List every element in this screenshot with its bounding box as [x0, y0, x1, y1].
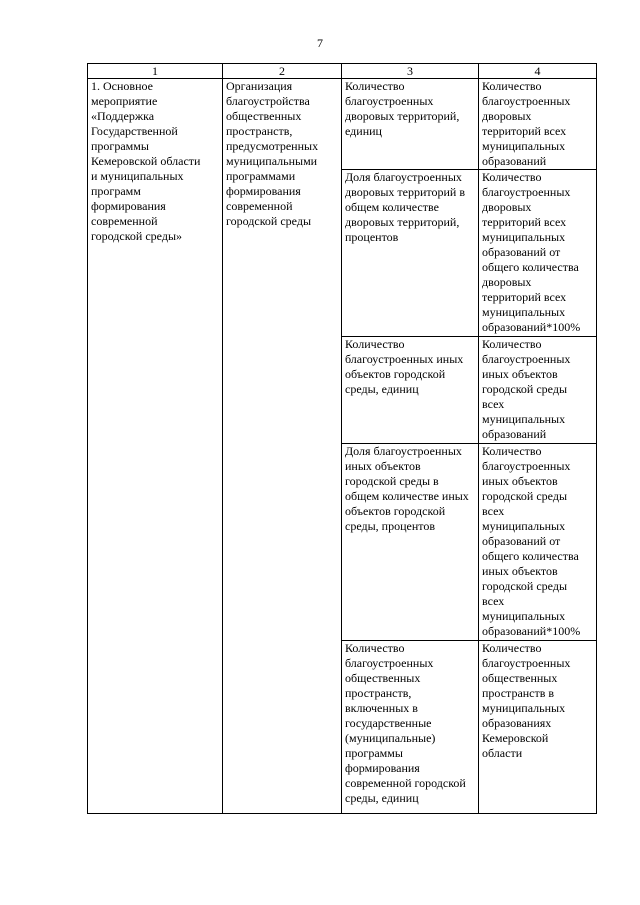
- indicator-text: Количество благоустроенных иных объектов городской среды, единиц: [345, 337, 464, 396]
- activity-text: 1. Основное мероприятие «Поддержка Государственной программы Кемеровской области и муниципальных программ формирования современной городской среды»: [91, 79, 201, 243]
- indicator-cell: [342, 641, 479, 814]
- method-text: Количество благоустроенных общественных пространств в муниципальных образованиях Кемеровской области: [482, 641, 571, 760]
- method-text: Количество благоустроенных иных объектов городской среды всех муниципальных образований от общего количества иных объектов городской среды всех муниципальных образований*100%: [482, 444, 581, 638]
- method-cell: [479, 170, 597, 337]
- activity-cell: [88, 79, 223, 814]
- indicator-cell: [342, 170, 479, 337]
- indicator-cell: [342, 337, 479, 444]
- method-cell: [479, 444, 597, 641]
- indicators-table: [87, 63, 597, 814]
- indicator-text: Количество благоустроенных общественных пространств, включенных в государственные (муниципальные) программы формирования современной городской среды, единиц: [345, 641, 466, 805]
- method-cell: [479, 641, 597, 814]
- indicator-text: Количество благоустроенных дворовых территорий, единиц: [345, 79, 460, 138]
- column-header-1: 1: [88, 64, 223, 79]
- method-text: Количество благоустроенных дворовых территорий всех муниципальных образований от общего количества дворовых территорий всех муниципальных образований*100%: [482, 170, 581, 334]
- description-text: Организация благоустройства общественных пространств, предусмотренных муниципальными программами формирования современной городской среды: [226, 79, 319, 228]
- column-header-2: 2: [223, 64, 342, 79]
- column-header-3: 3: [342, 64, 479, 79]
- indicator-cell: [342, 79, 479, 170]
- method-text: Количество благоустроенных дворовых территорий всех муниципальных образований: [482, 79, 571, 168]
- column-header-4: 4: [479, 64, 597, 79]
- page-number: 7: [317, 36, 323, 50]
- description-cell: [223, 79, 342, 814]
- indicator-text: Доля благоустроенных дворовых территорий в общем количестве дворовых территорий, процентов: [345, 170, 466, 244]
- method-text: Количество благоустроенных иных объектов городской среды всех муниципальных образований: [482, 337, 571, 441]
- indicator-text: Доля благоустроенных иных объектов городской среды в общем количестве иных объектов городской среды, процентов: [345, 444, 469, 533]
- method-cell: [479, 337, 597, 444]
- table-row: [88, 79, 597, 170]
- indicator-cell: [342, 444, 479, 641]
- table-header-row: [88, 64, 597, 79]
- method-cell: [479, 79, 597, 170]
